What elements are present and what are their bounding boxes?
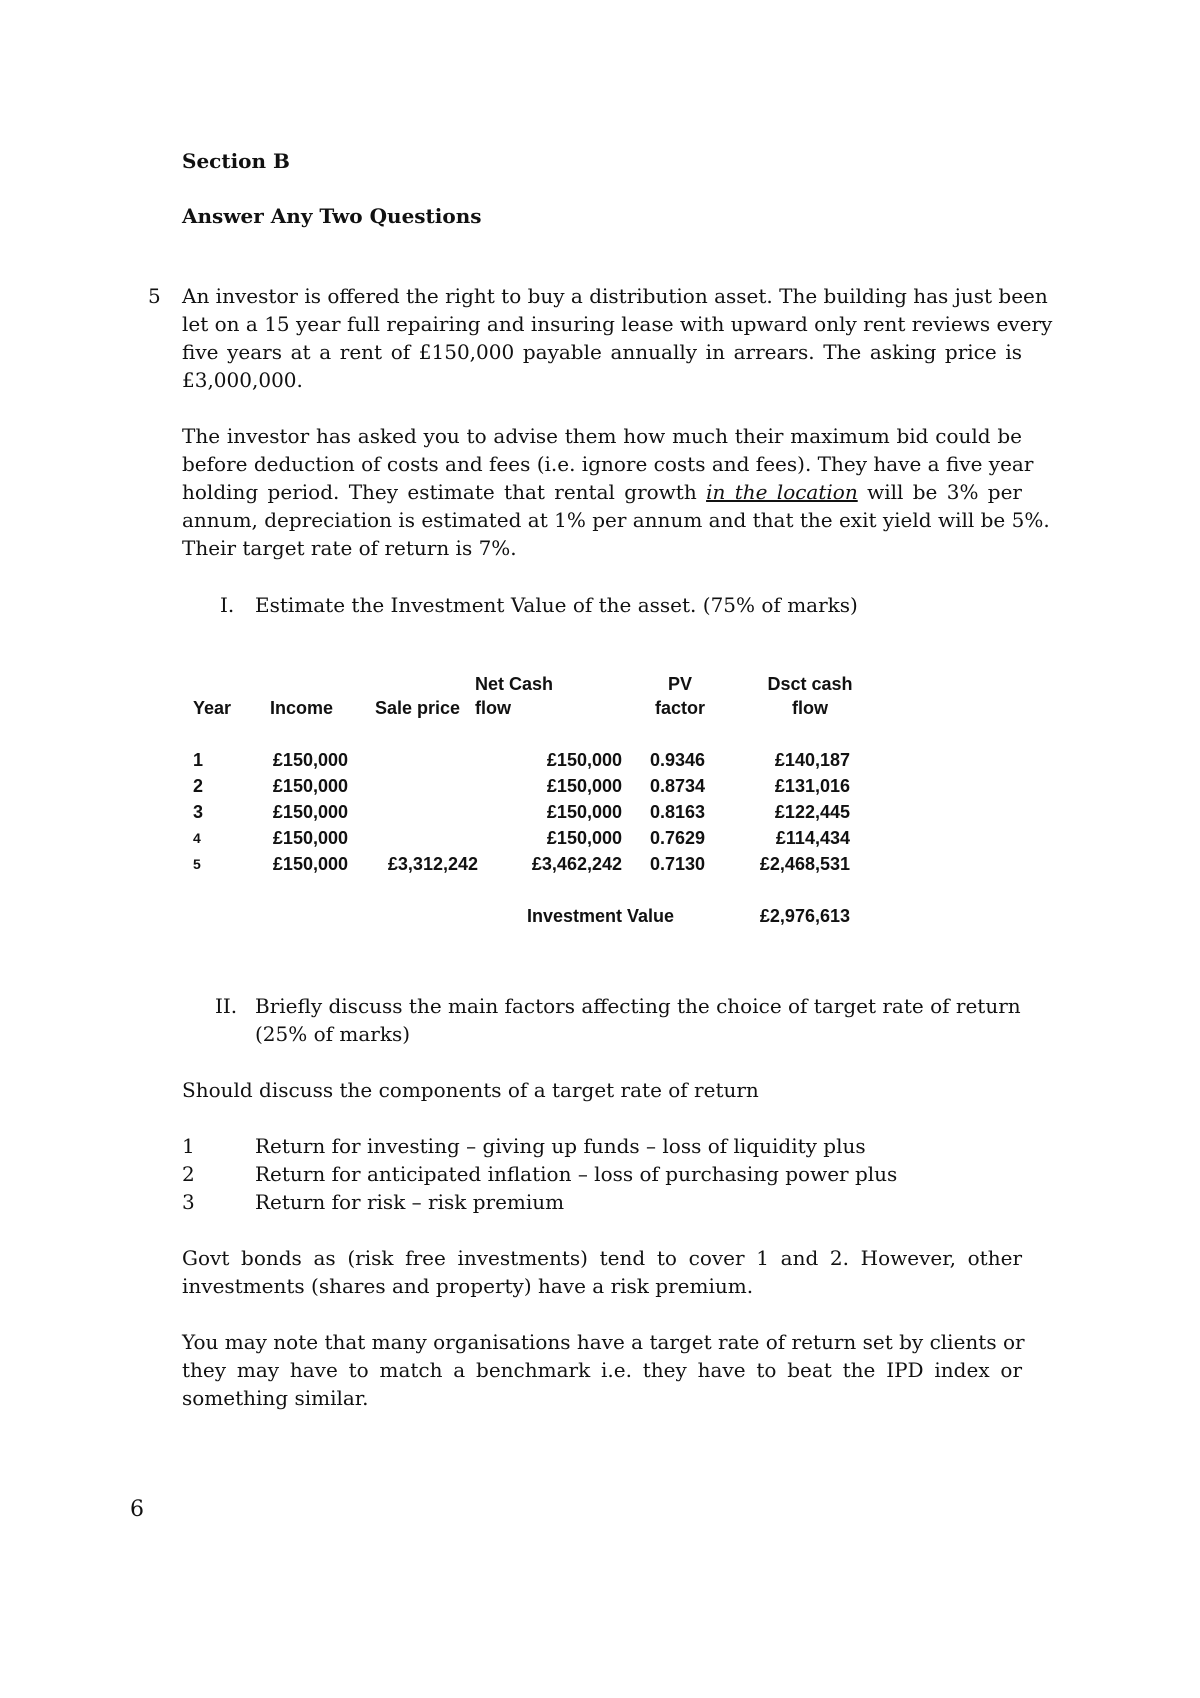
para2-line3-start: holding period. They estimate that rental growth [182, 480, 707, 504]
discussion-para2-line: You may note that many organisations have a target rate of return set by clients or [182, 1330, 1025, 1354]
row-year: 5 [193, 856, 201, 872]
discussion-para1-line: Govt bonds as (risk free investments) tend to cover 1 and 2. However, other [182, 1246, 1022, 1270]
row-net-cash-flow: £3,462,242 [531, 854, 622, 874]
row-income: £150,000 [272, 750, 348, 770]
question-para1-line: An investor is offered the right to buy a distribution asset. The building has just been [182, 284, 1048, 308]
para2-line3-end: will be 3% per [857, 480, 1022, 504]
instruction-heading: Answer Any Two Questions [182, 204, 482, 228]
question-para2-line [182, 478, 1022, 506]
row-pv-factor: 0.8163 [650, 802, 706, 822]
header-net-cash: Net Cash [475, 674, 554, 694]
question-para1-line: let on a 15 year full repairing and insuring lease with upward only rent reviews every [182, 312, 1053, 336]
component-text: Return for anticipated inflation – loss of purchasing power plus [255, 1162, 898, 1186]
discussion-intro: Should discuss the components of a target rate of return [182, 1078, 759, 1102]
row-sale-price: £3,312,242 [387, 854, 478, 874]
question-para2-line: annum, depreciation is estimated at 1% per annum and that the exit yield will be 5%. [182, 508, 1050, 532]
component-number: 3 [182, 1190, 195, 1214]
header-flow: flow [475, 698, 511, 718]
part2-line-1: Briefly discuss the main factors affecting the choice of target rate of return [255, 994, 1021, 1018]
row-year: 2 [193, 776, 204, 796]
part2-numeral: II. [215, 994, 238, 1018]
row-income: £150,000 [272, 802, 348, 822]
part1-numeral: I. [220, 593, 235, 617]
row-dsct-cash-flow: £131,016 [774, 776, 850, 796]
header-dsct-flow: flow [792, 698, 828, 718]
component-number: 2 [182, 1162, 195, 1186]
header-pv: PV [667, 674, 692, 694]
component-number: 1 [182, 1134, 195, 1158]
header-income: Income [270, 698, 334, 718]
question-para2-line: The investor has asked you to advise them how much their maximum bid could be [182, 424, 1022, 448]
question-number: 5 [148, 284, 161, 308]
row-pv-factor: 0.8734 [650, 776, 706, 796]
component-text: Return for risk – risk premium [255, 1190, 565, 1214]
question-paragraph-1 [182, 282, 1053, 394]
row-pv-factor: 0.7629 [650, 828, 706, 848]
row-dsct-cash-flow: £2,468,531 [759, 854, 850, 874]
discussion-para2-line: they may have to match a benchmark i.e. they have to beat the IPD index or [182, 1358, 1022, 1382]
row-income: £150,000 [272, 776, 348, 796]
row-net-cash-flow: £150,000 [546, 776, 622, 796]
row-net-cash-flow: £150,000 [546, 750, 622, 770]
row-income: £150,000 [272, 828, 348, 848]
header-year: Year [193, 698, 232, 718]
header-dsct-cash: Dsct cash [767, 674, 853, 694]
row-pv-factor: 0.7130 [650, 854, 706, 874]
emphasis-in-the-location: in the location [706, 480, 858, 504]
component-text: Return for investing – giving up funds – loss of liquidity plus [255, 1134, 866, 1158]
part2-line-2: (25% of marks) [255, 1022, 411, 1046]
row-net-cash-flow: £150,000 [546, 802, 622, 822]
question-para1-line: five years at a rent of £150,000 payable annually in arrears. The asking price is [182, 340, 1022, 364]
row-dsct-cash-flow: £114,434 [775, 828, 850, 848]
row-pv-factor: 0.9346 [650, 750, 706, 770]
row-year: 4 [193, 830, 201, 846]
investment-value-total: £2,976,613 [759, 906, 850, 926]
header-sale-price: Sale price [375, 698, 461, 718]
row-dsct-cash-flow: £140,187 [774, 750, 850, 770]
row-income: £150,000 [272, 854, 348, 874]
row-year: 3 [193, 802, 204, 822]
row-net-cash-flow: £150,000 [546, 828, 622, 848]
discussion-para1-line: investments (shares and property) have a risk premium. [182, 1274, 754, 1298]
section-title: Section B [182, 149, 290, 173]
header-factor: factor [654, 698, 705, 718]
investment-value-label: Investment Value [527, 906, 675, 926]
question-para1-line: £3,000,000. [182, 368, 303, 392]
discussion-paragraph-2 [182, 1328, 1025, 1412]
discussion-para2-line: something similar. [182, 1386, 369, 1410]
question-para2-line: before deduction of costs and fees (i.e. ignore costs and fees). They have a five year [182, 452, 1034, 476]
question-paragraph-2 [182, 422, 1050, 562]
row-dsct-cash-flow: £122,445 [774, 802, 850, 822]
question-para2-line: Their target rate of return is 7%. [182, 536, 517, 560]
row-year: 1 [193, 750, 204, 770]
part1-text: Estimate the Investment Value of the asset. (75% of marks) [255, 593, 858, 617]
page-number: 6 [130, 1497, 144, 1522]
discussion-paragraph-1 [182, 1244, 1022, 1300]
